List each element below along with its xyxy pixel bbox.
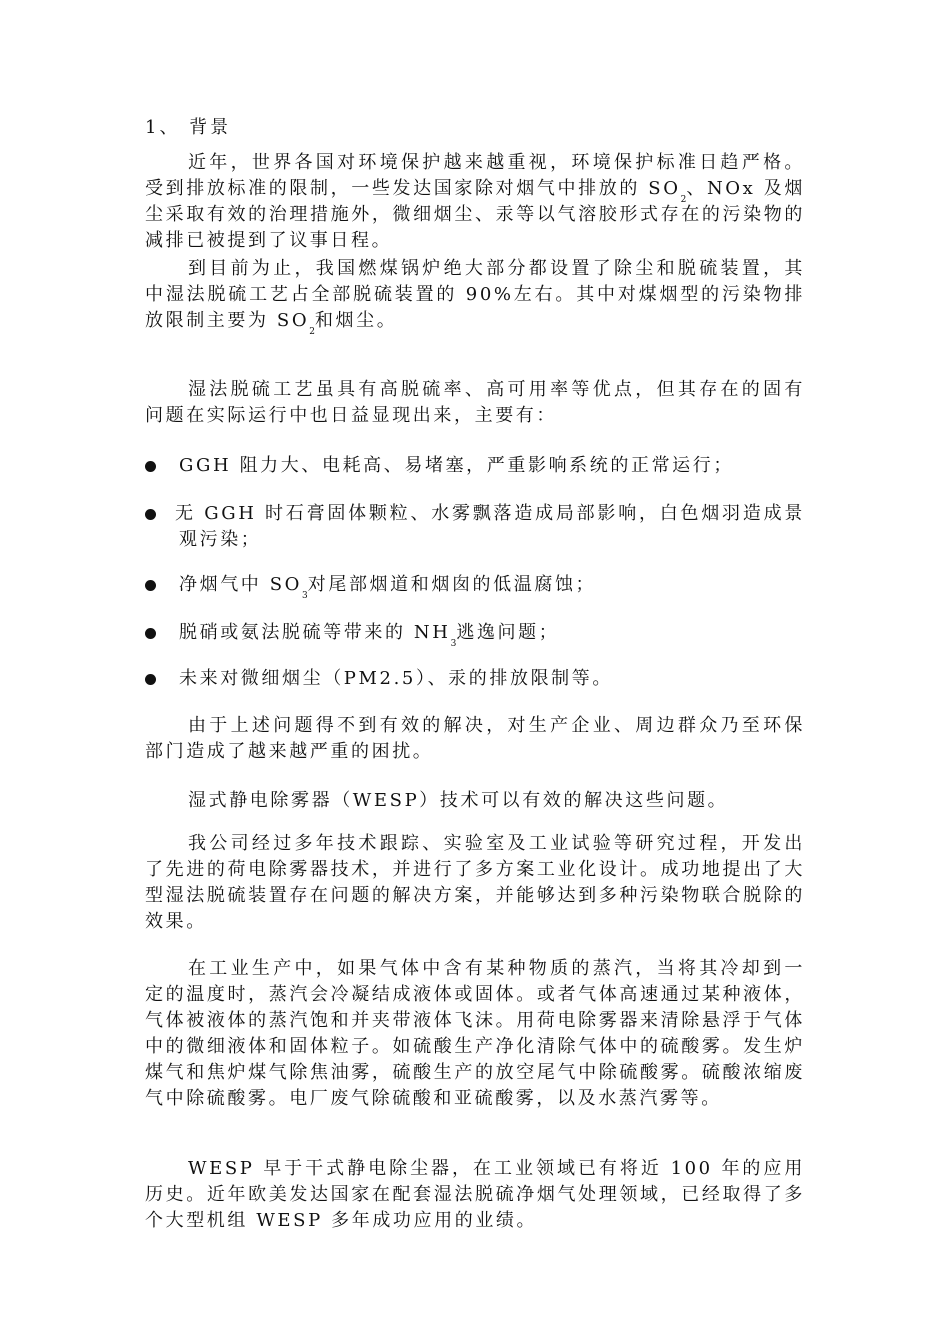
list-item-text-part: 逃逸问题； — [456, 622, 560, 643]
list-item-text-part: 对尾部烟道和烟囱的低温腐蚀； — [307, 574, 597, 595]
paragraph-text: 到目前为止，我国燃煤锅炉绝大部分都设置了除尘和脱硫装置，其中湿法脱硫工艺占全部脱硫装置的 90%左右。其中对煤烟型的污染物排放限制主要为 SO — [145, 258, 805, 331]
paragraph-background — [145, 150, 805, 254]
subscript: 2 — [309, 327, 315, 337]
paragraph-industrial-application: 在工业生产中，如果气体中含有某种物质的蒸汽，当将其冷却到一定的温度时，蒸汽会冷凝结成液体或固体。或者气体高速通过某种液体，气体被液体的蒸汽饱和并夹带液体飞沫。用荷电除雾器来清除悬浮于气体中的微细液体和固体粒子。如硫酸生产净化清除气体中的硫酸雾。发生炉煤气和焦炉煤气除焦油雾，硫酸生产的放空尾气中除硫酸雾。硫酸浓缩废气中除硫酸雾。电厂废气除硫酸和亚硫酸雾，以及水蒸汽雾等。 — [145, 958, 805, 1109]
list-item-text: 未来对微细烟尘（PM2.5）、汞的排放限制等。 — [179, 668, 613, 689]
paragraph-current-status — [145, 256, 805, 337]
bullet-icon — [145, 674, 156, 685]
list-item-text: GGH 阻力大、电耗高、易堵塞，严重影响系统的正常运行； — [179, 455, 734, 476]
bullet-icon — [145, 461, 156, 472]
paragraph-company-development: 我公司经过多年技术跟踪、实验室及工业试验等研究过程，开发出了先进的荷电除雾器技术，并进行了多方案工业化设计。成功地提出了大型湿法脱硫装置存在问题的解决方案，并能够达到多种污染物联合脱除的效果。 — [145, 833, 805, 932]
list-item-text-part: 净烟气中 SO — [179, 574, 303, 595]
bullet-icon — [145, 580, 156, 591]
bullet-icon — [145, 509, 156, 520]
paragraph-wesp-solution: 湿式静电除雾器（WESP）技术可以有效的解决这些问题。 — [188, 790, 729, 811]
paragraph-text: 近年，世界各国对环境保护越来越重视，环境保护标准日趋严格。受到排放标准的限制，一些发达国家除对烟气中排放的 SO — [145, 152, 805, 199]
paragraph-consequences: 由于上述问题得不到有效的解决，对生产企业、周边群众乃至环保部门造成了越来越严重的困扰。 — [145, 715, 805, 762]
paragraph-problems-intro: 湿法脱硫工艺虽具有高脱硫率、高可用率等优点，但其存在的固有问题在实际运行中也日益显现出来，主要有： — [145, 379, 805, 426]
subscript: 3 — [450, 639, 457, 649]
paragraph-wesp-history: WESP 早于干式静电除尘器，在工业领域已有将近 100 年的应用历史。近年欧美发达国家在配套湿法脱硫净烟气处理领域，已经取得了多个大型机组 WESP 多年成功应用的业绩。 — [145, 1158, 805, 1231]
list-item — [145, 666, 805, 692]
list-item — [145, 501, 805, 553]
list-item-text — [179, 620, 805, 649]
subscript: 2 — [680, 195, 687, 205]
subscript: 3 — [302, 591, 308, 601]
list-item-text — [179, 572, 805, 601]
paragraph-text: 和烟尘。 — [314, 310, 398, 331]
list-item — [145, 620, 805, 649]
paragraph-text: 、NOx 及烟尘采取有效的治理措施外，微细烟尘、汞等以气溶胶形式存在的污染物的减排已被提到了议事日程。 — [145, 178, 805, 251]
section-heading: 1、 背景 — [145, 117, 232, 138]
list-item-text-part: 脱硝或氨法脱硫等带来的 NH — [179, 622, 451, 643]
list-item — [145, 453, 805, 479]
bullet-icon — [145, 628, 156, 639]
list-item-text: 无 GGH 时石膏固体颗粒、水雾飘落造成局部影响，白色烟羽造成景观污染； — [175, 503, 805, 550]
list-item — [145, 572, 805, 601]
